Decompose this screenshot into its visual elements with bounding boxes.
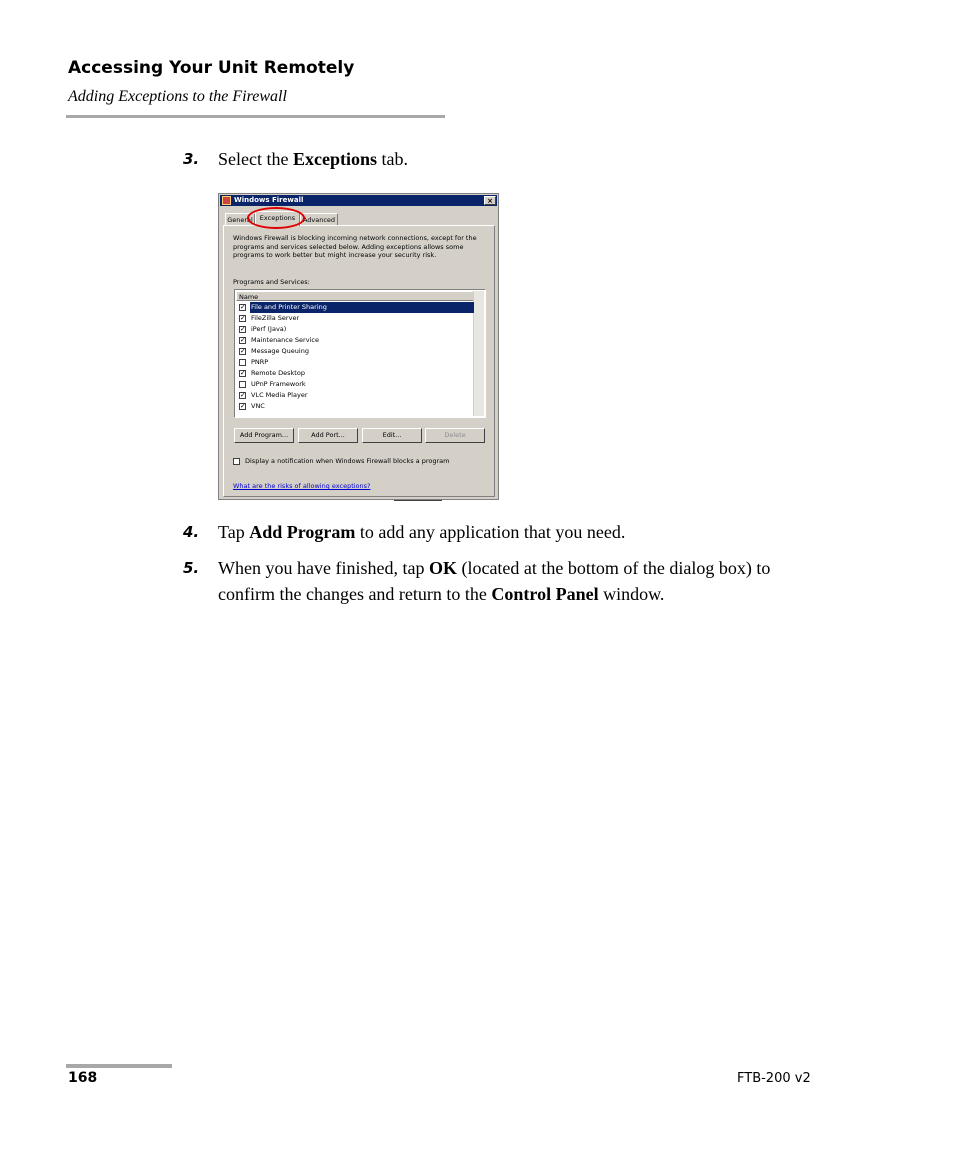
step-text-bold: OK <box>428 558 457 578</box>
tab-exceptions[interactable]: Exceptions <box>255 211 300 226</box>
risks-link[interactable]: What are the risks of allowing exceptions? <box>233 482 371 490</box>
list-item-label: PNRP <box>251 358 269 366</box>
add-port-button[interactable]: Add Port... <box>298 428 358 443</box>
list-item-label: Remote Desktop <box>251 369 305 377</box>
list-item-label: UPnP Framework <box>251 380 306 388</box>
footer-rule <box>66 1064 172 1068</box>
step-text-segment: When you have finished, tap <box>218 558 429 578</box>
step-text-segment: Tap <box>218 522 250 542</box>
document-id: FTB-200 v2 <box>737 1071 811 1086</box>
list-item[interactable] <box>239 324 474 335</box>
edit-button[interactable]: Edit... <box>362 428 422 443</box>
step-text-bold: Add Program <box>249 522 356 542</box>
tab-advanced[interactable]: Advanced <box>300 213 338 225</box>
step-text-segment: to add any application that you need. <box>355 522 626 542</box>
step-text-segment: tab. <box>377 149 408 169</box>
step-text <box>218 146 818 172</box>
notify-checkbox[interactable] <box>233 458 240 465</box>
dialog-title: Windows Firewall <box>234 196 304 204</box>
checkbox[interactable]: ✓ <box>240 347 246 355</box>
checkbox[interactable]: ✓ <box>240 325 246 333</box>
checkbox[interactable]: ✓ <box>240 314 246 322</box>
step-text-segment: Select the <box>218 149 293 169</box>
list-item[interactable] <box>239 357 474 368</box>
list-item[interactable] <box>239 368 474 379</box>
delete-button[interactable]: Delete <box>425 428 485 443</box>
step-number: 4. <box>183 523 200 541</box>
list-item[interactable] <box>239 335 474 346</box>
exceptions-tab-highlight <box>247 207 305 229</box>
windows-firewall-dialog <box>218 193 499 500</box>
list-item-label: Maintenance Service <box>251 336 319 344</box>
list-item-label: FileZilla Server <box>251 314 300 322</box>
checkbox[interactable] <box>239 359 246 366</box>
step-text-bold: Exceptions <box>292 149 377 169</box>
list-scrollbar[interactable] <box>473 291 484 416</box>
list-item-label: Message Queuing <box>251 347 309 355</box>
step-text <box>218 519 818 545</box>
list-item-label: VLC Media Player <box>251 391 308 399</box>
list-item-label: iPerf (Java) <box>251 325 287 333</box>
step-text-bold: Control Panel <box>491 584 599 604</box>
exceptions-description: Windows Firewall is blocking incoming network connections, except for the programs and services selected below. Adding exceptions allows some programs to work better but might increase your security risk. <box>233 234 477 259</box>
step-text <box>218 555 818 607</box>
notify-label: Display a notification when Windows Firewall blocks a program <box>245 457 450 465</box>
list-header-name[interactable]: Name <box>236 291 474 301</box>
checkbox[interactable]: ✓ <box>240 391 246 399</box>
header-rule <box>66 115 445 118</box>
checkbox[interactable]: ✓ <box>240 369 246 377</box>
step-number: 3. <box>183 150 200 168</box>
header-subtitle: Adding Exceptions to the Firewall <box>68 88 287 105</box>
header-title: Accessing Your Unit Remotely <box>68 58 355 78</box>
checkbox[interactable]: ✓ <box>240 303 246 311</box>
list-item-label: File and Printer Sharing <box>250 302 474 313</box>
checkbox[interactable]: ✓ <box>240 336 246 344</box>
list-item[interactable] <box>239 390 474 401</box>
list-item[interactable] <box>239 346 474 357</box>
page-number: 168 <box>68 1070 98 1086</box>
checkbox[interactable] <box>239 381 246 388</box>
programs-list[interactable] <box>234 289 486 418</box>
close-button[interactable]: × <box>484 196 496 205</box>
checkbox[interactable]: ✓ <box>240 402 246 410</box>
dialog-title-bar <box>220 195 497 206</box>
programs-services-label: Programs and Services: <box>233 278 310 286</box>
list-item[interactable] <box>239 379 474 390</box>
list-item[interactable] <box>239 313 474 324</box>
add-program-button[interactable]: Add Program... <box>234 428 294 443</box>
ok-button-edge <box>394 500 442 504</box>
list-item-label: VNC <box>251 402 265 410</box>
list-item[interactable] <box>239 302 474 313</box>
firewall-app-icon <box>222 196 231 205</box>
step-text-segment: window. <box>598 584 665 604</box>
tab-general[interactable]: General <box>225 213 255 225</box>
list-item[interactable] <box>239 401 474 412</box>
step-text-segment: (located at the bottom of the dialog box) to confirm the changes and return to the <box>218 558 771 604</box>
step-number: 5. <box>183 559 200 577</box>
